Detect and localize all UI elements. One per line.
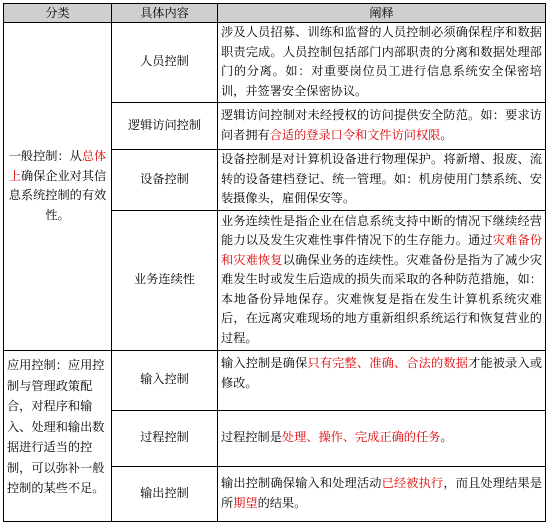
item-equipment-control: 设备控制 — [112, 150, 218, 211]
item-output-control: 输出控制 — [112, 467, 218, 522]
table-row — [4, 23, 546, 103]
header-explanation: 阐释 — [218, 4, 546, 23]
item-business-continuity: 业务连续性 — [112, 211, 218, 351]
item-process-control: 过程控制 — [112, 411, 218, 467]
header-row — [4, 4, 546, 23]
item-input-control: 输入控制 — [112, 351, 218, 411]
desc-input-control: 输入控制是确保只有完整、准确、合法的数据才能被录入或修改。 — [218, 351, 546, 411]
header-category: 分类 — [4, 4, 112, 23]
table-row — [4, 351, 546, 411]
controls-table — [3, 3, 546, 522]
category-general: 一般控制：从总体上确保企业对其信息系统控制的有效性。 — [4, 23, 112, 351]
desc-logical-access: 逻辑访问控制对未经授权的访问提供安全防范。如：要求访问者拥有合适的登录口令和文件访问权限。 — [218, 103, 546, 150]
desc-output-control: 输出控制确保输入和处理活动已经被执行，而且处理结果是所期望的结果。 — [218, 467, 546, 522]
desc-equipment-control: 设备控制是对计算机设备进行物理保护。将新增、报废、流转的设备建档登记、统一管理。如：机房使用门禁系统、安装摄像头，雇佣保安等。 — [218, 150, 546, 211]
desc-process-control: 过程控制是处理、操作、完成正确的任务。 — [218, 411, 546, 467]
header-content: 具体内容 — [112, 4, 218, 23]
category-application: 应用控制：应用控制与管理政策配合，对程序和输入、处理和输出数据进行适当的控制，可以弥补一般控制的某些不足。 — [4, 351, 112, 522]
desc-personnel-control: 涉及人员招募、训练和监督的人员控制必须确保程序和数据职责完成。人员控制包括部门内部职责的分离和数据处理部门的分离。如：对重要岗位员工进行信息系统安全保密培训，并签署安全保密协议。 — [218, 23, 546, 103]
item-personnel-control: 人员控制 — [112, 23, 218, 103]
item-logical-access: 逻辑访问控制 — [112, 103, 218, 150]
desc-business-continuity: 业务连续性是指企业在信息系统支持中断的情况下继续经营能力以及发生灾难性事件情况下的生存能力。通过灾难备份和灾难恢复以确保业务的连续性。灾难备份是指为了减少灾难发生时或发生后造成的损失而采取的各种防范措施，如：本地备份异地保存。灾难恢复是指在发生计算机系统灾难后，在远离灾难现场的地方重新组织系统运行和恢复营业的过程。 — [218, 211, 546, 351]
